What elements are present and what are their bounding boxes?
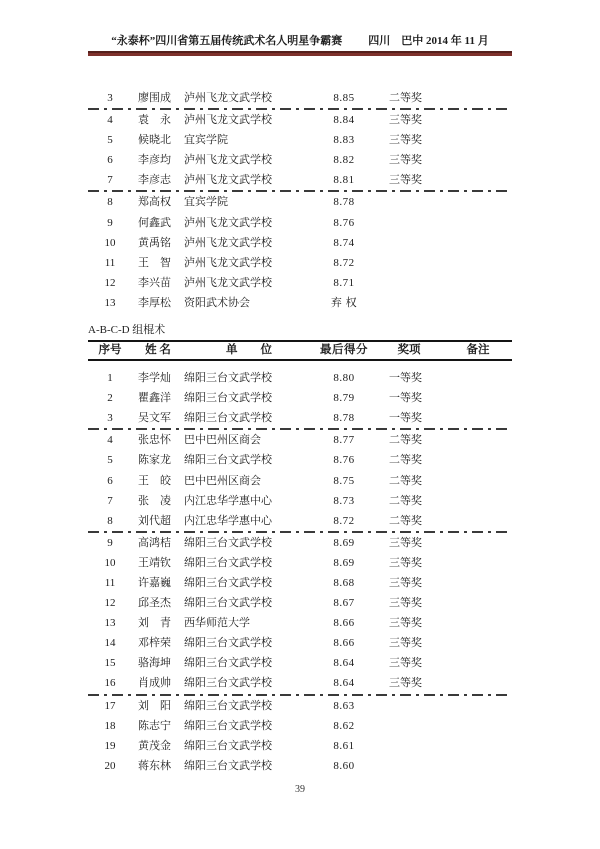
cell-note [444,736,512,756]
cell-note [444,130,512,150]
cell-note [444,192,512,212]
table-row [88,273,512,293]
cell-note [444,553,512,573]
cell-name: 候晓北 [138,134,171,147]
cell-award: 二等奖 [389,494,422,507]
cell-no: 10 [104,236,116,249]
table-row [88,388,512,408]
table-row [88,696,512,716]
table-row [88,130,512,150]
cell-note [444,450,512,470]
cell-unit: 绵阳三台文武学校 [184,759,272,772]
table-row [88,233,512,253]
cell-unit: 单 位 [226,344,272,357]
cell-score: 8.78 [333,412,355,425]
table-row [88,293,512,313]
table-row [88,633,512,653]
cell-name: 许嘉巍 [138,576,171,589]
cell-note [444,213,512,233]
cell-no: 2 [107,392,113,405]
cell-no: 11 [104,576,116,589]
cell-award: 二等奖 [389,474,422,487]
table-row [88,511,512,531]
cell-name: 王 皎 [138,474,171,487]
cell-score: 8.76 [333,216,355,229]
table-row [88,653,512,673]
cell-award: 奖项 [397,344,421,357]
cell-award: 三等奖 [389,174,422,187]
cell-award [374,233,444,253]
cell-score: 8.76 [333,454,355,467]
section-title: A-B-C-D 组棍术 [88,324,166,337]
cell-note [444,150,512,170]
cell-award: 一等奖 [389,372,422,385]
cell-award: 一等奖 [389,412,422,425]
cell-no: 3 [107,92,113,104]
cell-no: 6 [107,474,113,487]
cell-name: 李厚松 [138,296,171,309]
table-row [88,253,512,273]
cell-score: 8.69 [333,556,355,569]
cell-no: 12 [104,276,116,289]
cell-no: 19 [104,739,116,752]
cell-unit: 宜宾学院 [184,134,228,147]
cell-unit: 绵阳三台文武学校 [184,372,272,385]
cell-note [444,88,512,108]
cell-no: 15 [104,657,116,670]
cell-award [374,716,444,736]
cell-name: 刘 阳 [138,699,171,712]
table-row [88,192,512,212]
cell-award: 三等奖 [389,637,422,650]
cell-unit: 泸州飞龙文武学校 [184,276,272,289]
cell-name: 何鑫武 [138,216,171,229]
cell-name: 刘代超 [138,514,171,527]
cell-unit: 绵阳三台文武学校 [184,739,272,752]
cell-no: 3 [107,412,113,425]
cell-no: 13 [104,617,116,630]
staff-event-results-table [88,340,512,776]
cell-no: 11 [104,256,116,269]
cell-no: 17 [104,699,116,712]
table-row [88,716,512,736]
cell-score: 弃 权 [330,296,358,309]
cell-no: 6 [107,154,113,167]
table-row [88,471,512,491]
cell-score: 8.81 [333,174,355,187]
cell-name: 王 智 [138,256,171,269]
cell-unit: 宜宾学院 [184,196,228,209]
cell-unit: 内江忠华学惠中心 [184,514,272,527]
cell-award: 三等奖 [389,114,422,127]
cell-note [444,653,512,673]
table-row [88,450,512,470]
cell-no: 13 [104,296,116,309]
table-row [88,213,512,233]
cell-score: 8.74 [333,236,355,249]
cell-no: 8 [107,196,113,209]
cell-no: 4 [107,434,113,447]
cell-name: 廖围成 [138,92,171,104]
cell-unit: 绵阳三台文武学校 [184,576,272,589]
cell-award [374,736,444,756]
header-rule [88,51,512,56]
cell-unit: 泸州飞龙文武学校 [184,256,272,269]
cell-note [444,471,512,491]
cell-award [374,756,444,776]
cell-score: 8.62 [333,719,355,732]
cell-score: 8.72 [333,256,355,269]
table-row [88,88,512,108]
cell-score: 8.83 [333,134,355,147]
cell-award: 三等奖 [389,617,422,630]
cell-unit: 泸州飞龙文武学校 [184,236,272,249]
cell-name: 蒋东林 [138,759,171,772]
cell-no: 14 [104,637,116,650]
cell-note [444,756,512,776]
table-body [88,361,512,776]
cell-score: 8.73 [333,494,355,507]
cell-score: 8.78 [333,196,355,209]
cell-note [444,593,512,613]
cell-unit: 泸州飞龙文武学校 [184,174,272,187]
cell-unit: 绵阳三台文武学校 [184,392,272,405]
cell-note [444,293,512,313]
cell-name: 张 凌 [138,494,171,507]
table-row [88,110,512,130]
cell-score: 8.85 [333,92,355,104]
cell-score: 8.79 [333,392,355,405]
cell-name: 肖成帅 [138,677,171,690]
cell-name: 张忠怀 [138,434,171,447]
cell-note: 备注 [466,344,490,357]
cell-note [444,511,512,531]
cell-score: 8.60 [333,759,355,772]
cell-award: 三等奖 [389,134,422,147]
table-row [88,613,512,633]
cell-score: 8.71 [333,276,355,289]
cell-no: 序号 [98,344,122,357]
cell-note [444,388,512,408]
cell-unit: 巴中巴州区商会 [184,474,261,487]
cell-unit: 绵阳三台文武学校 [184,637,272,650]
cell-name: 邱圣杰 [138,597,171,610]
cell-note [444,673,512,693]
table-row [88,573,512,593]
cell-name: 陈家龙 [138,454,171,467]
cell-score: 8.64 [333,657,355,670]
cell-award: 三等奖 [389,154,422,167]
page-header [0,0,600,56]
cell-note [444,716,512,736]
cell-score: 8.80 [333,372,355,385]
cell-note [444,633,512,653]
cell-award [374,192,444,212]
cell-score: 8.68 [333,576,355,589]
cell-note [444,253,512,273]
cell-no: 20 [104,759,116,772]
cell-no: 16 [104,677,116,690]
cell-award [374,253,444,273]
cell-unit: 泸州飞龙文武学校 [184,114,272,127]
cell-score: 8.63 [333,699,355,712]
cell-name: 李彦志 [138,174,171,187]
header-title: “永泰杯”四川省第五届传统武术名人明星争霸赛 [111,35,343,47]
cell-unit: 绵阳三台文武学校 [184,556,272,569]
table-row [88,533,512,553]
cell-name: 袁 永 [138,114,171,127]
table-row [88,150,512,170]
cell-award: 三等奖 [389,556,422,569]
cell-score: 8.61 [333,739,355,752]
cell-no: 5 [107,134,113,147]
cell-name: 瞿鑫洋 [138,392,171,405]
cell-award: 三等奖 [389,657,422,670]
cell-award [374,273,444,293]
cell-note [444,696,512,716]
cell-unit: 内江忠华学惠中心 [184,494,272,507]
cell-name: 骆海坤 [138,657,171,670]
cell-no: 9 [107,216,113,229]
cell-score: 8.72 [333,514,355,527]
cell-award [374,293,444,313]
cell-note [444,233,512,253]
cell-award: 三等奖 [389,597,422,610]
cell-no: 18 [104,719,116,732]
cell-name: 李兴苗 [138,276,171,289]
cell-note [444,491,512,511]
cell-name: 李学灿 [138,372,171,385]
cell-score: 8.77 [333,434,355,447]
cell-name: 姓 名 [145,344,171,357]
cell-no: 8 [107,514,113,527]
cell-name: 黄茂金 [138,739,171,752]
cell-name: 郑高权 [138,196,171,209]
table-row [88,553,512,573]
cell-name: 陈志宁 [138,719,171,732]
cell-unit: 泸州飞龙文武学校 [184,154,272,167]
cell-note [444,110,512,130]
cell-award: 三等奖 [389,576,422,589]
table-row [88,736,512,756]
table-row [88,368,512,388]
cell-score: 8.82 [333,154,355,167]
cell-no: 7 [107,174,113,187]
cell-unit: 绵阳三台文武学校 [184,454,272,467]
table-row [88,756,512,776]
cell-score: 8.67 [333,597,355,610]
header-venue-date: 四川 巴中 2014 年 11 月 [368,35,489,47]
table-row [88,593,512,613]
cell-unit: 绵阳三台文武学校 [184,719,272,732]
table-row [88,408,512,428]
cell-no: 10 [104,556,116,569]
cell-unit: 绵阳三台文武学校 [184,699,272,712]
cell-note [444,368,512,388]
cell-award: 二等奖 [389,514,422,527]
cell-score: 8.75 [333,474,355,487]
cell-unit: 绵阳三台文武学校 [184,597,272,610]
cell-unit: 资阳武术协会 [184,296,250,309]
cell-unit: 巴中巴州区商会 [184,434,261,447]
cell-score: 8.84 [333,114,355,127]
cell-unit: 绵阳三台文武学校 [184,536,272,549]
cell-award: 三等奖 [389,536,422,549]
cell-award: 三等奖 [389,677,422,690]
cell-note [444,613,512,633]
cell-note [444,430,512,450]
cell-unit: 绵阳三台文武学校 [184,412,272,425]
cell-name: 王靖钦 [138,556,171,569]
cell-note [444,573,512,593]
table-row [88,430,512,450]
cell-name: 邓梓荣 [138,637,171,650]
cell-score: 8.64 [333,677,355,690]
cell-score: 最后得分 [320,344,368,357]
cell-no: 4 [107,114,113,127]
cell-no: 12 [104,597,116,610]
cell-score: 8.66 [333,637,355,650]
table-header-row [88,340,512,361]
cell-award: 二等奖 [389,434,422,447]
cell-award [374,696,444,716]
table-header-cells [88,342,512,359]
cell-unit: 西华师范大学 [184,617,250,630]
cell-note [444,170,512,190]
results-table-continued [88,81,512,313]
table-row [88,673,512,693]
cell-name: 刘 青 [138,617,171,630]
cell-no: 7 [107,494,113,507]
table-row [88,491,512,511]
page-number: 39 [295,784,305,795]
cell-score: 8.66 [333,617,355,630]
cell-unit: 泸州飞龙文武学校 [184,216,272,229]
cell-note [444,533,512,553]
cell-no: 5 [107,454,113,467]
header-text-line [88,35,512,48]
cell-name: 吴文军 [138,412,171,425]
cell-award: 一等奖 [389,392,422,405]
cell-unit: 绵阳三台文武学校 [184,657,272,670]
cell-name: 李彦均 [138,154,171,167]
cell-name: 黄禹铭 [138,236,171,249]
cell-unit: 泸州飞龙文武学校 [184,92,272,104]
cell-no: 1 [107,372,113,385]
cell-unit: 绵阳三台文武学校 [184,677,272,690]
cell-award: 二等奖 [389,92,422,104]
cell-no: 9 [107,536,113,549]
cell-award [374,213,444,233]
cell-score: 8.69 [333,536,355,549]
table-row [88,170,512,190]
cell-note [444,408,512,428]
cell-name: 高鸿桔 [138,536,171,549]
cell-note [444,273,512,293]
cell-award: 二等奖 [389,454,422,467]
